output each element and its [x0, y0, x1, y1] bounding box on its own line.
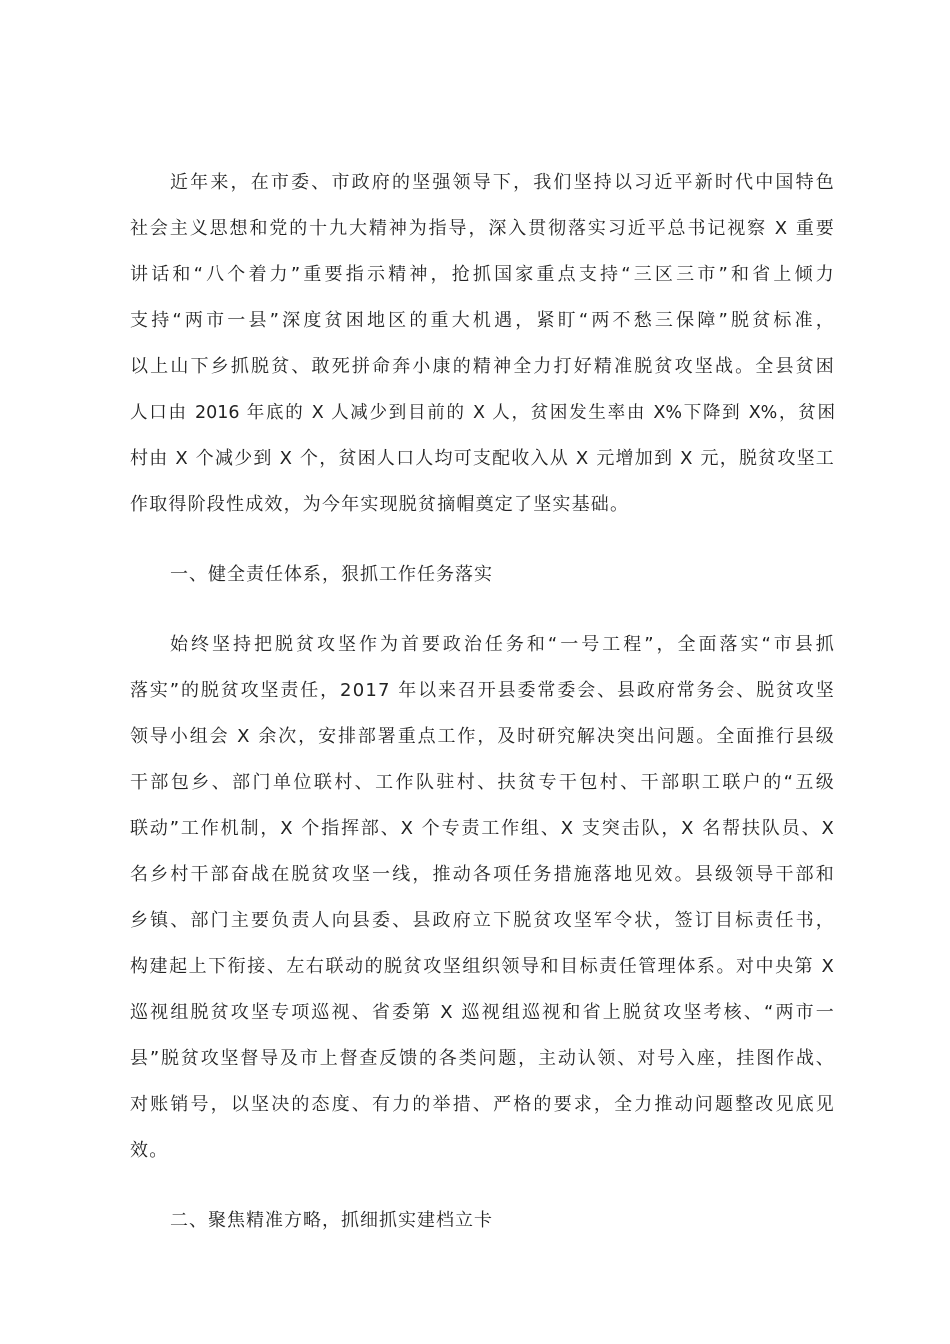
paragraph-line: 村由 X 个减少到 X 个，贫困人口人均可支配收入从 X 元增加到 X 元，脱贫攻坚工 [130, 448, 835, 469]
paragraph-line: 领导小组会 X 余次，安排部署重点工作，及时研究解决突出问题。全面推行县级 [130, 726, 835, 747]
paragraph-line: 效。 [130, 1140, 169, 1161]
section-heading-2: 二、聚焦精准方略，抓细抓实建档立卡 [170, 1210, 493, 1231]
paragraph-line: 县”脱贫攻坚督导及市上督查反馈的各类问题，主动认领、对号入座，挂图作战、 [130, 1048, 835, 1069]
intro-paragraph [130, 160, 835, 528]
paragraph-line: 联动”工作机制，X 个指挥部、X 个专责工作组、X 支突击队，X 名帮扶队员、X [130, 818, 835, 839]
spacer [130, 598, 835, 622]
spacer [130, 1174, 835, 1198]
paragraph-line: 落实”的脱贫攻坚责任，2017 年以来召开县委常委会、县政府常务会、脱贫攻坚 [130, 680, 835, 701]
paragraph-line: 构建起上下衔接、左右联动的脱贫攻坚组织领导和目标责任管理体系。对中央第 X [130, 956, 835, 977]
paragraph-line: 以上山下乡抓脱贫、敢死拼命奔小康的精神全力打好精准脱贫攻坚战。全县贫困 [130, 356, 835, 377]
paragraph-line: 作取得阶段性成效，为今年实现脱贫摘帽奠定了坚实基础。 [130, 494, 630, 515]
paragraph-line: 支持“两市一县”深度贫困地区的重大机遇，紧盯“两不愁三保障”脱贫标准， [130, 310, 835, 331]
paragraph-line: 讲话和“八个着力”重要指示精神，抢抓国家重点支持“三区三市”和省上倾力 [130, 264, 835, 285]
paragraph-line: 始终坚持把脱贫攻坚作为首要政治任务和“一号工程”，全面落实“市县抓 [170, 634, 835, 655]
section-1-paragraph [130, 622, 835, 1174]
paragraph-line: 近年来，在市委、市政府的坚强领导下，我们坚持以习近平新时代中国特色 [170, 172, 835, 193]
section-heading-1: 一、健全责任体系，狠抓工作任务落实 [170, 564, 493, 585]
paragraph-line: 人口由 2016 年底的 X 人减少到目前的 X 人，贫困发生率由 X%下降到 X%，贫困 [130, 403, 835, 423]
paragraph-line: 社会主义思想和党的十九大精神为指导，深入贯彻落实习近平总书记视察 X 重要 [130, 218, 835, 239]
paragraph-line: 乡镇、部门主要负责人向县委、县政府立下脱贫攻坚军令状，签订目标责任书， [130, 910, 835, 931]
document-page [130, 160, 835, 1244]
paragraph-line: 名乡村干部奋战在脱贫攻坚一线，推动各项任务措施落地见效。县级领导干部和 [130, 864, 835, 885]
paragraph-line: 巡视组脱贫攻坚专项巡视、省委第 X 巡视组巡视和省上脱贫攻坚考核、“两市一 [130, 1002, 835, 1023]
paragraph-line: 干部包乡、部门单位联村、工作队驻村、扶贫专干包村、干部职工联户的“五级 [130, 772, 835, 793]
paragraph-line: 对账销号，以坚决的态度、有力的举措、严格的要求，全力推动问题整改见底见 [130, 1094, 835, 1115]
spacer [130, 528, 835, 552]
